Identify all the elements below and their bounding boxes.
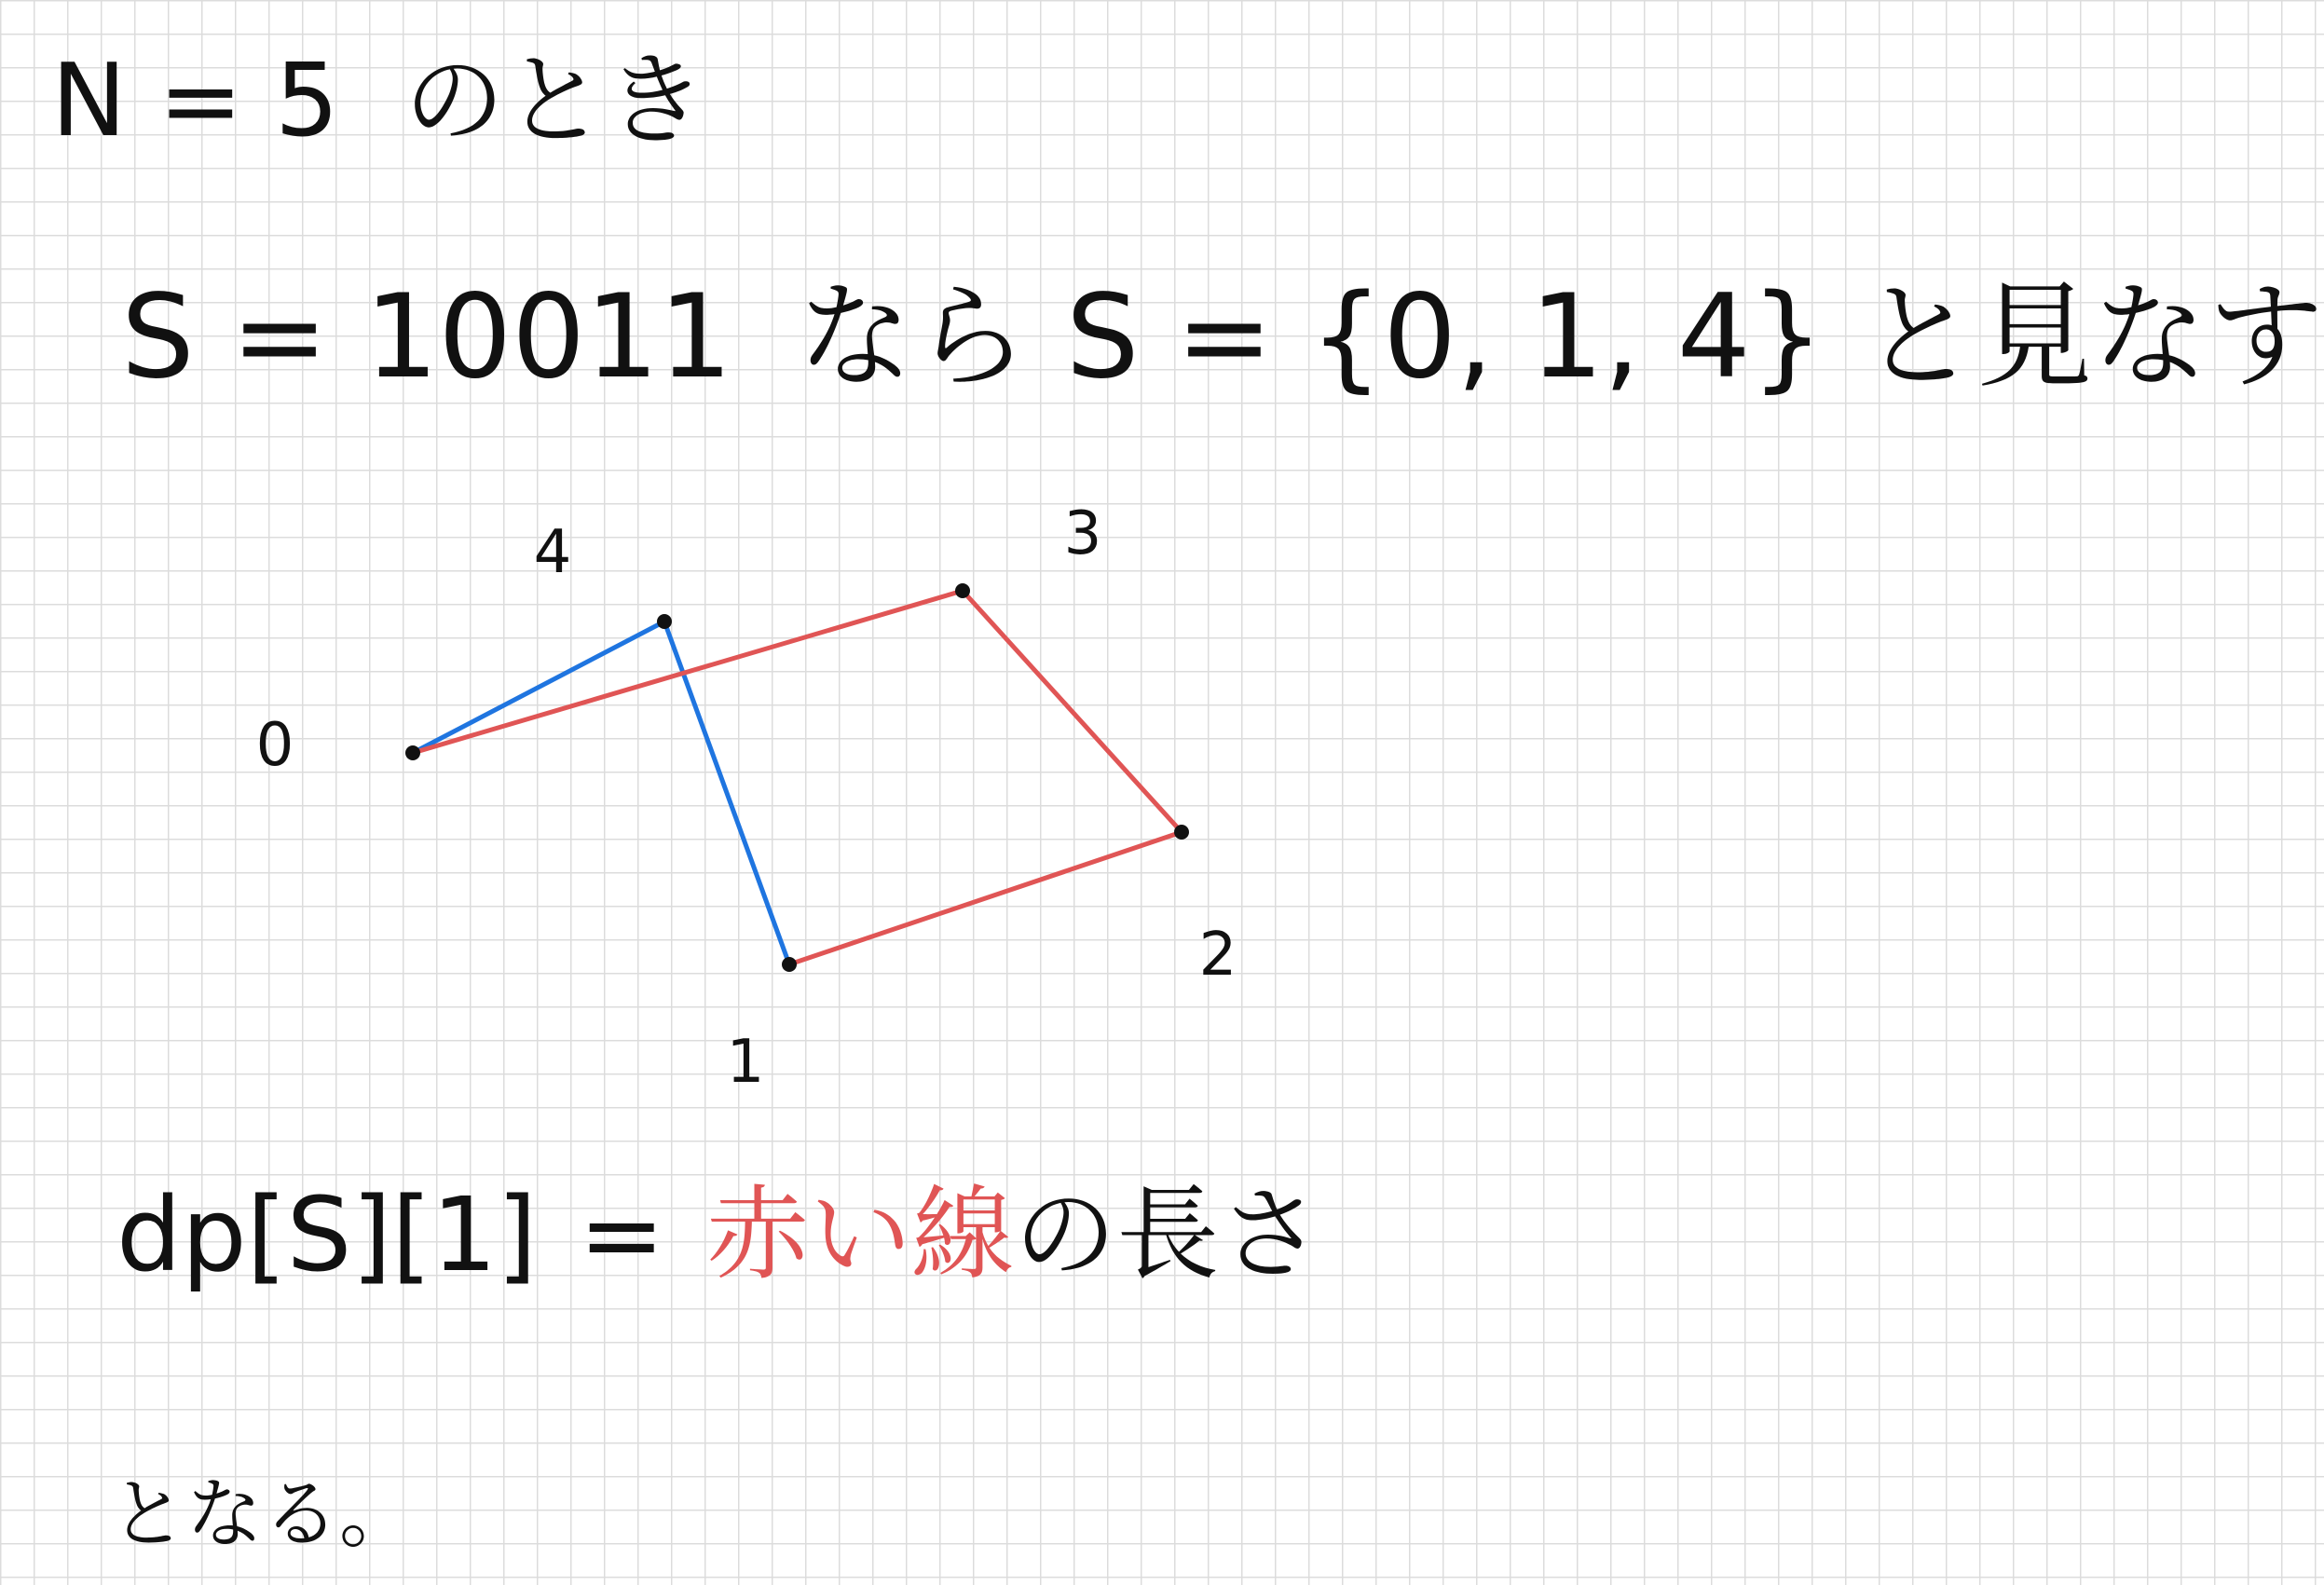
conjunction-text: なら xyxy=(797,270,1029,404)
red-line-text: 赤い線 xyxy=(706,1175,1015,1294)
edge-0-4 xyxy=(413,622,664,753)
vertex-dot-4 xyxy=(657,614,672,629)
vertex-dot-0 xyxy=(405,745,420,760)
length-text: の長さ xyxy=(1014,1175,1322,1294)
vertex-label-1: 1 xyxy=(726,1028,765,1097)
vertex-label-0: 0 xyxy=(255,711,294,780)
closing-text: となる。 xyxy=(110,1470,417,1559)
vertex-label-2: 2 xyxy=(1198,921,1237,990)
edge-2-1 xyxy=(789,832,1182,964)
set-expression: S = {0, 1, 4} xyxy=(1065,270,1825,404)
dp-lhs: dp[S][1] xyxy=(116,1175,538,1294)
dp-equals-sign: = xyxy=(579,1175,665,1294)
edge-3-2 xyxy=(963,591,1182,832)
bitmask-expression: S = 10011 xyxy=(121,270,732,404)
set-suffix-text: と見なす xyxy=(1861,270,2324,404)
vertex-dot-3 xyxy=(955,583,970,598)
vertex-dot-2 xyxy=(1174,825,1189,840)
vertex-label-3: 3 xyxy=(1063,499,1102,568)
title-suffix: のとき xyxy=(403,43,706,159)
title-condition: N = 5 xyxy=(51,43,339,159)
vertex-label-4: 4 xyxy=(533,518,572,587)
edge-0-3 xyxy=(413,591,963,753)
dp-statement-line xyxy=(116,1175,1322,1294)
vertex-dot-1 xyxy=(782,957,797,972)
